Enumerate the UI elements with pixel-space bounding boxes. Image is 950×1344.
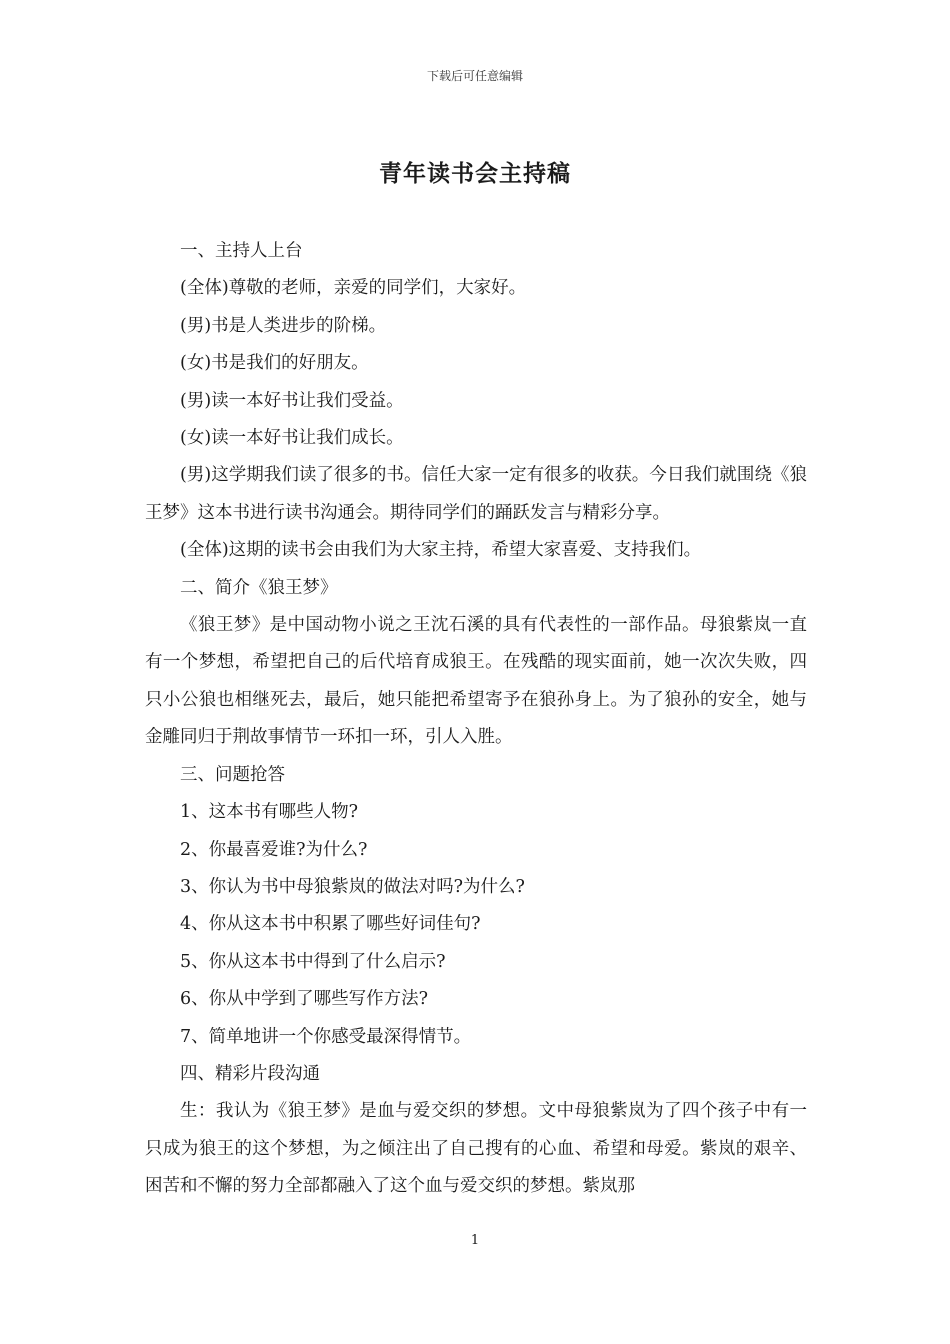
document-title: 青年读书会主持稿 [379, 160, 571, 187]
paragraph: 《狼王梦》是中国动物小说之王沈石溪的具有代表性的一部作品。母狼紫岚一直有一个梦想，希望把自己的后代培育成狼王。在残酷的现实面前，她一次次失败，四只小公狼也相继死去，最后，她只能把希望寄予在狼孙身上。为了狼孙的安全，她与金雕同归于荆故事情节一环扣一环，引人入胜。 [145, 615, 807, 748]
paragraph: 5、你从这本书中得到了什么启示? [180, 951, 446, 972]
document-body [145, 233, 807, 1206]
paragraph: 三、问题抢答 [180, 764, 285, 785]
paragraph: (男)读一本好书让我们受益。 [180, 390, 404, 411]
paragraph: (男)这学期我们读了很多的书。信任大家一定有很多的收获。今日我们就围绕《狼王梦》这本书进行读书沟通会。期待同学们的踊跃发言与精彩分享。 [145, 465, 807, 523]
paragraph: (男)书是人类进步的阶梯。 [180, 315, 387, 336]
paragraph: (女)书是我们的好朋友。 [180, 353, 369, 374]
paragraph: 二、简介《狼王梦》 [180, 577, 338, 598]
paragraph: 7、简单地讲一个你感受最深得情节。 [180, 1026, 472, 1047]
paragraph: (全体)这期的读书会由我们为大家主持，希望大家喜爱、支持我们。 [180, 540, 702, 561]
paragraph: 一、主持人上台 [180, 241, 303, 261]
paragraph: (全体)尊敬的老师，亲爱的同学们，大家好。 [180, 278, 527, 299]
paragraph: 生：我认为《狼王梦》是血与爱交织的梦想。文中母狼紫岚为了四个孩子中有一只成为狼王的这个梦想，为之倾注出了自己搜有的心血、希望和母爱。紫岚的艰辛、困苦和不懈的努力全部都融入了这个血与爱交织的梦想。紫岚那 [145, 1101, 807, 1197]
paragraph: 4、你从这本书中积累了哪些好词佳句? [180, 914, 481, 935]
paragraph: 6、你从中学到了哪些写作方法? [180, 989, 429, 1010]
paragraph: 四、精彩片段沟通 [180, 1063, 320, 1084]
page-number: 1 [470, 1233, 480, 1248]
header-note: 下载后可任意编辑 [426, 69, 523, 83]
paragraph: (女)读一本好书让我们成长。 [180, 428, 404, 449]
paragraph: 3、你认为书中母狼紫岚的做法对吗?为什么? [180, 876, 525, 897]
paragraph: 1、这本书有哪些人物? [180, 802, 359, 823]
paragraph: 2、你最喜爱谁?为什么? [180, 839, 368, 860]
